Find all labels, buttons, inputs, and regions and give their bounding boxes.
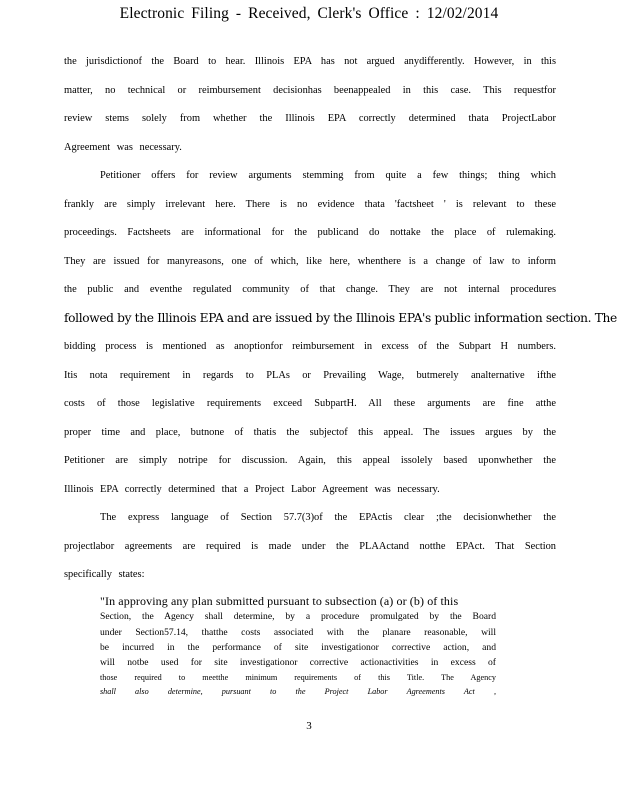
body-line: the jurisdictionof the Board to hear. Illinois EPA has not argued anydifferently. However, in this: [64, 56, 556, 67]
body-line: Itis nota requirement in regards to PLAs or Prevailing Wage, butmerely analternative ifthe: [64, 370, 556, 381]
filing-stamp-header: Electronic Filing - Received, Clerk's Office : 12/02/2014: [119, 5, 499, 22]
block-quote-line: under Section57.14, thatthe costs associated with the planare reasonable, will: [100, 627, 496, 638]
body-line: Petitioner are simply notripe for discussion. Again, this appeal issolely based uponwhether the: [64, 455, 556, 466]
body-line: bidding process is mentioned as anoptionfor reimbursement in excess of the Subpart H numbers.: [64, 341, 556, 352]
block-quote-line: be incurred in the performance of site investigationor corrective action, and: [100, 642, 496, 653]
body-line: proceedings. Factsheets are informational for the publicand do nottake the place of rulemaking.: [64, 227, 556, 238]
body-line: The express language of Section 57.7(3)of the EPActis clear ;the decisionwhether the: [100, 512, 556, 523]
body-line: review stems solely from whether the Illinois EPA correctly determined thata ProjectLabor: [64, 113, 556, 124]
body-line: followed by the Illinois EPA and are issued by the Illinois EPA's public information section. The: [64, 311, 617, 325]
body-line: They are issued for manyreasons, one of which, like here, whenthere is a change of law to inform: [64, 256, 556, 267]
body-line: Petitioner offers for review arguments stemming from quite a few things; thing which: [100, 170, 556, 181]
block-quote-line: shall also determine, pursuant to the Project Labor Agreements Act ,: [100, 687, 496, 696]
body-line: proper time and place, butnone of thatis the subjectof this appeal. The issues argues by the: [64, 427, 556, 438]
body-line: matter, no technical or reimbursement decisionhas beenappealed in this case. This requestfor: [64, 85, 556, 96]
body-line: Agreement was necessary.: [64, 142, 182, 153]
block-quote-line: Section, the Agency shall determine, by a procedure promulgated by the Board: [100, 611, 496, 622]
block-quote-line: "In approving any plan submitted pursuant to subsection (a) or (b) of this: [100, 594, 459, 608]
body-line: costs of those legislative requirements exceed SubpartH. All these arguments are fine atthe: [64, 398, 556, 409]
body-line: specifically states:: [64, 569, 145, 580]
block-quote-line: will notbe used for site investigationor corrective actionactivities in excess of: [100, 657, 496, 668]
body-line: frankly are simply irrelevant here. There is no evidence thata 'factsheet ' is relevant to these: [64, 199, 556, 210]
body-line: Illinois EPA correctly determined that a Project Labor Agreement was necessary.: [64, 484, 440, 495]
body-line: projectlabor agreements are required is made under the PLAActand notthe EPAct. That Section: [64, 541, 556, 552]
page-number: 3: [306, 720, 312, 732]
body-line: the public and eventhe regulated community of that change. They are not internal procedures: [64, 284, 556, 295]
block-quote-line: those required to meetthe minimum requirements of this Title. The Agency: [100, 673, 496, 682]
